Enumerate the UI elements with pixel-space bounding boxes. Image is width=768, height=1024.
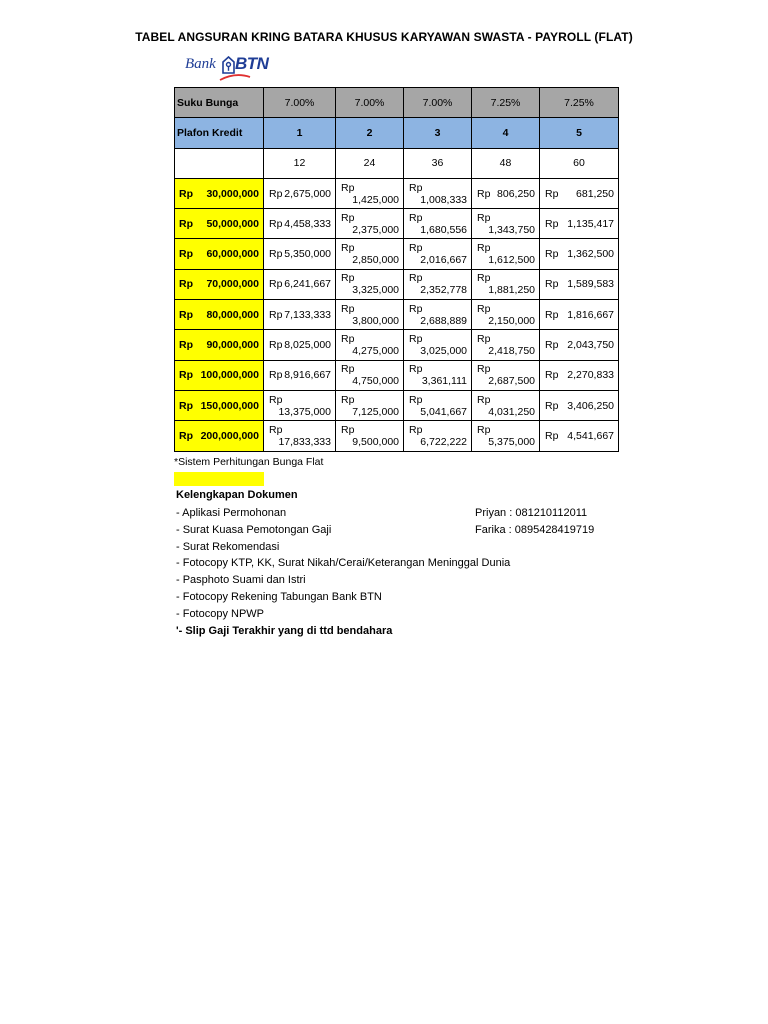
installment-value: 1,008,333 (420, 193, 467, 206)
installment-cell (472, 421, 540, 451)
currency-label: Rp (269, 423, 283, 436)
currency-label: Rp (409, 333, 423, 346)
installment-cell (336, 300, 404, 330)
currency-label: Rp (477, 333, 491, 346)
installment-value: 2,150,000 (488, 314, 535, 327)
installment-value: 3,800,000 (352, 314, 399, 327)
installment-value: 2,016,667 (420, 254, 467, 267)
table-row (175, 360, 619, 390)
currency-label: Rp (409, 242, 423, 255)
installment-value: 806,250 (497, 187, 535, 200)
installment-cell (540, 239, 619, 269)
installment-cell (264, 178, 336, 208)
currency-label: Rp (545, 429, 559, 442)
currency-label: Rp (477, 423, 491, 436)
documents-list (176, 505, 510, 639)
year-cell: 2 (336, 118, 404, 148)
installment-cell (264, 330, 336, 360)
installment-value: 7,125,000 (352, 405, 399, 418)
months-cell: 24 (336, 148, 404, 178)
installment-value: 2,687,500 (488, 375, 535, 388)
installment-value: 1,425,000 (352, 193, 399, 206)
table-row (175, 269, 619, 299)
table-row (175, 330, 619, 360)
rate-cell: 7.25% (540, 88, 619, 118)
currency-label: Rp (477, 302, 491, 315)
currency-label: Rp (409, 302, 423, 315)
installment-cell (264, 300, 336, 330)
yellow-highlight-bar (174, 472, 264, 486)
installment-cell (540, 421, 619, 451)
installment-cell (404, 239, 472, 269)
document-item: '- Slip Gaji Terakhir yang di ttd bendahara (176, 624, 393, 637)
installment-value: 2,043,750 (567, 339, 614, 352)
installment-value: 1,589,583 (567, 278, 614, 291)
installment-value: 4,275,000 (352, 345, 399, 358)
loan-amount: 90,000,000 (206, 339, 259, 352)
months-cell: 12 (264, 148, 336, 178)
loan-amount: 30,000,000 (206, 187, 259, 200)
loan-amount: 80,000,000 (206, 308, 259, 321)
document-item: - Aplikasi Permohonan (176, 507, 287, 519)
installment-value: 8,916,667 (284, 369, 331, 382)
installment-cell (472, 360, 540, 390)
currency-label: Rp (179, 278, 193, 291)
installment-cell (264, 209, 336, 239)
table-row (175, 390, 619, 420)
currency-label: Rp (545, 369, 559, 382)
currency-label: Rp (341, 242, 355, 255)
currency-label: Rp (341, 181, 355, 194)
currency-label: Rp (341, 272, 355, 285)
installment-cell (404, 421, 472, 451)
table-row (175, 209, 619, 239)
installment-cell (264, 269, 336, 299)
btn-house-key-icon (222, 56, 235, 74)
loan-amount-cell (175, 178, 264, 208)
currency-label: Rp (477, 272, 491, 285)
installment-cell (404, 269, 472, 299)
currency-label: Rp (545, 278, 559, 291)
installment-value: 1,343,750 (488, 223, 535, 236)
currency-label: Rp (179, 369, 193, 382)
rate-cell: 7.00% (404, 88, 472, 118)
rate-label: Suku Bunga (175, 88, 264, 118)
months-row (175, 148, 619, 178)
installment-cell (336, 239, 404, 269)
months-cell: 60 (540, 148, 619, 178)
installment-cell (336, 269, 404, 299)
table-row (175, 178, 619, 208)
currency-label: Rp (545, 217, 559, 230)
currency-label: Rp (545, 187, 559, 200)
installment-cell (540, 390, 619, 420)
loan-amount-cell (175, 360, 264, 390)
installment-cell (404, 360, 472, 390)
currency-label: Rp (545, 308, 559, 321)
installment-cell (404, 209, 472, 239)
installment-cell (472, 269, 540, 299)
loan-amount: 200,000,000 (200, 429, 259, 442)
currency-label: Rp (477, 242, 491, 255)
installment-value: 6,241,667 (284, 278, 331, 291)
installment-value: 17,833,333 (278, 435, 331, 448)
contact-line: Farika : 0895428419719 (475, 524, 595, 536)
installment-cell (264, 421, 336, 451)
document-item: - Surat Kuasa Pemotongan Gaji (176, 523, 332, 536)
installment-value: 2,850,000 (352, 254, 399, 267)
currency-label: Rp (179, 399, 193, 412)
installment-value: 4,458,333 (284, 217, 331, 230)
installment-value: 9,500,000 (352, 435, 399, 448)
installment-value: 7,133,333 (284, 308, 331, 321)
installment-value: 1,135,417 (567, 217, 614, 230)
documents-title: Kelengkapan Dokumen (176, 489, 298, 501)
installment-value: 1,680,556 (420, 223, 467, 236)
currency-label: Rp (269, 339, 283, 352)
installment-cell (336, 178, 404, 208)
installment-cell (336, 330, 404, 360)
installment-cell (404, 300, 472, 330)
loan-amount-cell (175, 269, 264, 299)
plafon-row (175, 118, 619, 148)
currency-label: Rp (477, 187, 491, 200)
year-cell: 3 (404, 118, 472, 148)
bank-btn-logo (183, 52, 269, 82)
loan-amount: 100,000,000 (200, 369, 259, 382)
installment-value: 4,541,667 (567, 429, 614, 442)
installment-value: 3,406,250 (567, 399, 614, 412)
installment-cell (540, 209, 619, 239)
currency-label: Rp (545, 339, 559, 352)
installment-value: 3,025,000 (420, 345, 467, 358)
currency-label: Rp (409, 363, 423, 376)
loan-amount: 50,000,000 (206, 217, 259, 230)
installment-value: 2,270,833 (567, 369, 614, 382)
months-blank-cell (175, 148, 264, 178)
currency-label: Rp (341, 423, 355, 436)
currency-label: Rp (269, 278, 283, 291)
currency-label: Rp (341, 363, 355, 376)
year-cell: 1 (264, 118, 336, 148)
footnote: *Sistem Perhitungan Bunga Flat (174, 456, 324, 468)
installment-value: 13,375,000 (278, 405, 331, 418)
currency-label: Rp (409, 211, 423, 224)
table-row (175, 421, 619, 451)
installment-value: 2,675,000 (284, 187, 331, 200)
table-row (175, 239, 619, 269)
loan-amount-cell (175, 209, 264, 239)
currency-label: Rp (269, 393, 283, 406)
installment-cell (264, 390, 336, 420)
installment-value: 2,418,750 (488, 345, 535, 358)
loan-amount-cell (175, 300, 264, 330)
currency-label: Rp (269, 308, 283, 321)
loan-amount-cell (175, 390, 264, 420)
loan-amount-cell (175, 330, 264, 360)
currency-label: Rp (179, 308, 193, 321)
installment-cell (404, 178, 472, 208)
currency-label: Rp (269, 187, 283, 200)
page-title: TABEL ANGSURAN KRING BATARA KHUSUS KARYAWAN SWASTA - PAYROLL (FLAT) (135, 30, 633, 44)
currency-label: Rp (409, 423, 423, 436)
installment-value: 1,881,250 (488, 284, 535, 297)
currency-label: Rp (341, 302, 355, 315)
document-item: - Fotocopy Rekening Tabungan Bank BTN (176, 590, 382, 603)
contacts (475, 505, 594, 539)
currency-label: Rp (179, 339, 193, 352)
installment-value: 2,352,778 (420, 284, 467, 297)
installment-value: 1,362,500 (567, 248, 614, 261)
currency-label: Rp (269, 248, 283, 261)
document-item: - Surat Rekomendasi (176, 540, 280, 553)
installment-value: 681,250 (576, 187, 614, 200)
installment-cell (336, 360, 404, 390)
installment-cell (472, 330, 540, 360)
loan-amount-cell (175, 421, 264, 451)
installment-value: 2,375,000 (352, 223, 399, 236)
rate-cell: 7.25% (472, 88, 540, 118)
currency-label: Rp (341, 393, 355, 406)
currency-label: Rp (341, 333, 355, 346)
installment-value: 3,325,000 (352, 284, 399, 297)
installment-cell (540, 269, 619, 299)
currency-label: Rp (179, 217, 193, 230)
installment-cell (472, 178, 540, 208)
installment-table (174, 87, 619, 452)
loan-amount: 150,000,000 (200, 399, 259, 412)
year-cell: 4 (472, 118, 540, 148)
installment-cell (336, 209, 404, 239)
logo-swoosh (219, 73, 251, 81)
installment-value: 4,750,000 (352, 375, 399, 388)
installment-cell (404, 330, 472, 360)
months-cell: 48 (472, 148, 540, 178)
loan-amount-cell (175, 239, 264, 269)
logo-brand-text: BTN (235, 54, 269, 73)
installment-cell (336, 421, 404, 451)
installment-value: 1,612,500 (488, 254, 535, 267)
installment-cell (472, 300, 540, 330)
installment-value: 1,816,667 (567, 308, 614, 321)
currency-label: Rp (409, 181, 423, 194)
rate-cell: 7.00% (336, 88, 404, 118)
loan-amount: 70,000,000 (206, 278, 259, 291)
installment-cell (264, 239, 336, 269)
installment-cell (336, 390, 404, 420)
currency-label: Rp (477, 393, 491, 406)
currency-label: Rp (179, 248, 193, 261)
installment-value: 6,722,222 (420, 435, 467, 448)
installment-cell (472, 209, 540, 239)
installment-cell (540, 360, 619, 390)
installment-value: 5,375,000 (488, 435, 535, 448)
document-item: - Pasphoto Suami dan Istri (176, 574, 306, 587)
currency-label: Rp (545, 248, 559, 261)
currency-label: Rp (341, 211, 355, 224)
table-row (175, 300, 619, 330)
currency-label: Rp (477, 363, 491, 376)
currency-label: Rp (409, 393, 423, 406)
installment-value: 8,025,000 (284, 339, 331, 352)
plafon-label: Plafon Kredit (175, 118, 264, 148)
months-cell: 36 (404, 148, 472, 178)
currency-label: Rp (409, 272, 423, 285)
currency-label: Rp (269, 217, 283, 230)
installment-cell (472, 390, 540, 420)
loan-amount: 60,000,000 (206, 248, 259, 261)
rate-row (175, 88, 619, 118)
document-item: - Fotocopy KTP, KK, Surat Nikah/Cerai/Keterangan Meninggal Dunia (176, 557, 511, 570)
installment-value: 5,350,000 (284, 248, 331, 261)
installment-value: 5,041,667 (420, 405, 467, 418)
contact-line: Priyan : 081210112011 (475, 507, 588, 519)
logo-bank-text: Bank (185, 56, 216, 72)
currency-label: Rp (269, 369, 283, 382)
currency-label: Rp (179, 429, 193, 442)
installment-value: 4,031,250 (488, 405, 535, 418)
installment-cell (472, 239, 540, 269)
rate-cell: 7.00% (264, 88, 336, 118)
installment-cell (540, 178, 619, 208)
currency-label: Rp (545, 399, 559, 412)
installment-cell (540, 300, 619, 330)
document-item: - Fotocopy NPWP (176, 607, 265, 620)
currency-label: Rp (477, 211, 491, 224)
year-cell: 5 (540, 118, 619, 148)
installment-value: 2,688,889 (420, 314, 467, 327)
installment-cell (404, 390, 472, 420)
installment-cell (540, 330, 619, 360)
installment-value: 3,361,111 (421, 375, 467, 388)
installment-cell (264, 360, 336, 390)
currency-label: Rp (179, 187, 193, 200)
